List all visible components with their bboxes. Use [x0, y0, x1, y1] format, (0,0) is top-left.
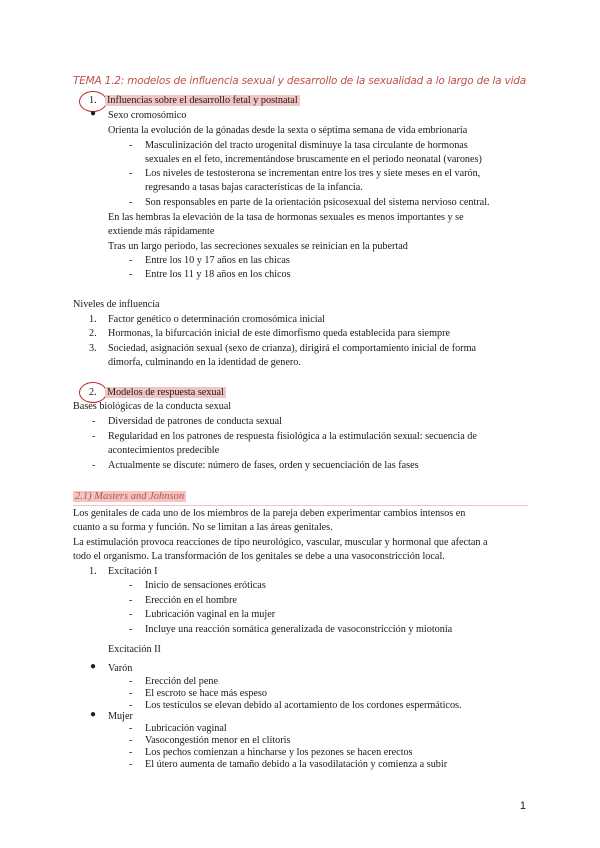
paragraph-cont: extiende más rápidamente	[108, 226, 215, 237]
list-item: Erección en el hombre	[145, 595, 237, 606]
list-item: Sociedad, asignación sexual (sexo de crianza), dirigirá el comportamiento inicial de forma	[108, 343, 477, 354]
dash-icon: -	[129, 595, 133, 606]
list-item-cont: acontecimientos predecible	[108, 445, 220, 456]
list-number: 3.	[89, 343, 97, 354]
dash-icon: -	[129, 255, 133, 266]
list-item: Los pechos comienzan a hincharse y los pezones se hacen erectos	[145, 747, 413, 758]
list-item: Son responsables en parte de la orientación psicosexual del sistema nervioso central.	[145, 197, 490, 208]
list-item-cont: regresando a tasas bajas características de la infancia.	[145, 182, 363, 193]
paragraph: La estimulación provoca reacciones de tipo neurológico, vascular, muscular y hormonal que afectan a	[73, 537, 488, 548]
paragraph: En las hembras la elevación de la tasa de hormonas sexuales es menos importantes y se	[108, 212, 464, 223]
section-1-heading: Influencias sobre el desarrollo fetal y postnatal	[107, 95, 298, 106]
dash-icon: -	[129, 624, 133, 635]
list-item: Vasocongestión menor en el clítoris	[145, 735, 291, 746]
list-item: Diversidad de patrones de conducta sexual	[108, 416, 282, 427]
dash-icon: -	[92, 460, 96, 471]
list-number: 2.	[89, 328, 97, 339]
list-item: Los testículos se elevan debido al acortamiento de los cordones espermáticos.	[145, 700, 462, 711]
list-item: El escroto se hace más espeso	[145, 688, 267, 699]
dash-icon: -	[129, 269, 133, 280]
bullet-icon: ●	[90, 108, 97, 119]
paragraph: Orienta la evolución de la gónadas desde la sexta o séptima semana de vida embrionaria	[108, 125, 468, 136]
bullet-icon: ●	[90, 709, 97, 720]
dash-icon: -	[129, 735, 133, 746]
paragraph-cont: todo el organismo. La transformación de los genitales se debe a una vasoconstricción local.	[73, 551, 445, 562]
dash-icon: -	[129, 723, 133, 734]
list-item: El útero aumenta de tamaño debido a la vasodilatación y comienza a subir	[145, 759, 448, 770]
list-item: Regularidad en los patrones de respuesta fisiológica a la estimulación sexual: secuencia de	[108, 431, 477, 442]
dash-icon: -	[129, 197, 133, 208]
bullet-text: Sexo cromosómico	[108, 110, 187, 121]
dash-icon: -	[129, 688, 133, 699]
dash-icon: -	[129, 747, 133, 758]
list-item: Actualmente se discute: número de fases, orden y secuenciación de las fases	[108, 460, 419, 471]
dash-icon: -	[92, 416, 96, 427]
list-item: Entre los 10 y 17 años en las chicas	[145, 255, 290, 266]
section-1-number: 1.	[89, 95, 97, 106]
paragraph-cont: cuanto a su forma y función. No se limitan a las áreas genitales.	[73, 522, 333, 533]
dash-icon: -	[129, 676, 133, 687]
dash-icon: -	[129, 168, 133, 179]
list-item: Incluye una reacción somática generalizada de vasoconstricción y miotonía	[145, 624, 453, 635]
paragraph: Bases biológicas de la conducta sexual	[73, 401, 232, 412]
list-item-cont: sexuales en el feto, incrementándose bruscamente en el periodo neonatal (varones)	[145, 154, 482, 165]
section-2-number: 2.	[89, 387, 97, 398]
list-item: Lubricación vaginal en la mujer	[145, 609, 276, 620]
list-item: Factor genético o determinación cromosómica inicial	[108, 314, 325, 325]
list-number: 1.	[89, 314, 97, 325]
list-item: Entre los 11 y 18 años en los chicos	[145, 269, 291, 280]
section-2-heading: Modelos de respuesta sexual	[107, 387, 224, 398]
dash-icon: -	[129, 140, 133, 151]
paragraph: Tras un largo periodo, las secreciones sexuales se reinician en la pubertad	[108, 241, 408, 252]
dash-icon: -	[129, 580, 133, 591]
bullet-text: Varón	[108, 663, 133, 674]
bullet-icon: ●	[90, 661, 97, 672]
subsection-heading: 2.1) Masters and Johnson	[75, 491, 185, 502]
list-item: Erección del pene	[145, 676, 218, 687]
paragraph: Los genitales de cada uno de los miembros de la pareja deben experimentar cambios intensos en	[73, 508, 466, 519]
list-item: Hormonas, la bifurcación inicial de este dimorfismo queda establecida para siempre	[108, 328, 451, 339]
bullet-text: Mujer	[108, 711, 133, 722]
dash-icon: -	[129, 759, 133, 770]
page-title: TEMA 1.2: modelos de influencia sexual y desarrollo de la sexualidad a lo largo de la vida	[73, 75, 526, 87]
phase-title: Excitación II	[108, 644, 161, 655]
dash-icon: -	[129, 609, 133, 620]
levels-heading: Niveles de influencia	[73, 299, 160, 310]
phase-title: Excitación I	[108, 566, 158, 577]
heading-underline	[73, 505, 528, 506]
dash-icon: -	[129, 700, 133, 711]
page-number: 1	[519, 800, 526, 812]
list-item: Inicio de sensaciones eróticas	[145, 580, 266, 591]
list-item: Masculinización del tracto urogenital disminuye la tasa circulante de hormonas	[145, 140, 468, 151]
list-item-cont: dimorfa, culminando en la identidad de genero.	[108, 357, 301, 368]
list-number: 1.	[89, 566, 97, 577]
list-item: Lubricación vaginal	[145, 723, 227, 734]
dash-icon: -	[92, 431, 96, 442]
list-item: Los niveles de testosterona se incrementan entre los tres y siete meses en el varón,	[145, 168, 481, 179]
